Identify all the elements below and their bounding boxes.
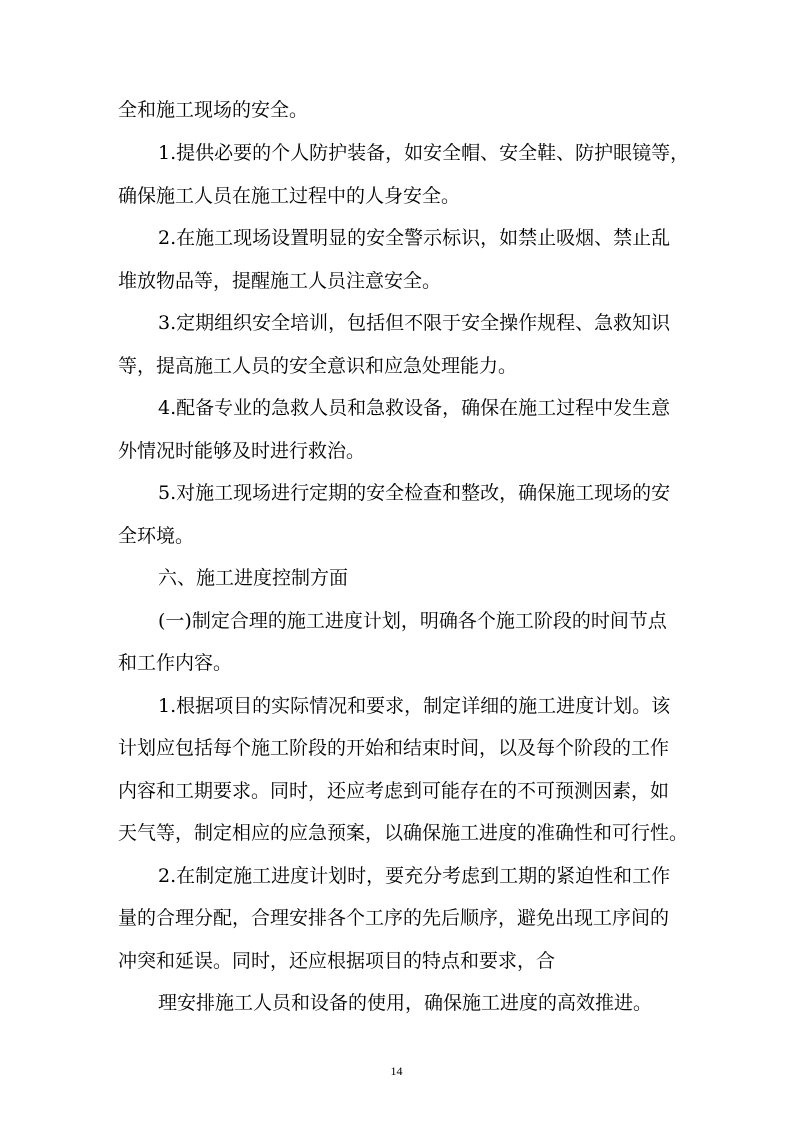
page-number: 14 [390, 1064, 403, 1078]
text-line: 量的合理分配，合理安排各个工序的先后顺序，避免出现工序间的 [118, 907, 670, 929]
text-line: 理安排施工人员和设备的使用，确保施工进度的高效推进。 [158, 992, 653, 1014]
text-line: 全环境。 [118, 525, 195, 547]
text-line: 堆放物品等，提醒施工人员注意安全。 [118, 270, 442, 292]
text-line: 和工作内容。 [118, 652, 233, 674]
text-line: (一)制定合理的施工进度计划，明确各个施工阶段的时间节点 [158, 610, 667, 632]
text-line: 确保施工人员在施工过程中的人身安全。 [118, 185, 461, 207]
text-line: 冲突和延误。同时，还应根据项目的特点和要求，合 [118, 950, 556, 972]
text-line: 1.根据项目的实际情况和要求，制定详细的施工进度计划。该 [158, 695, 671, 717]
text-line: 计划应包括每个施工阶段的开始和结束时间，以及每个阶段的工作 [118, 737, 670, 759]
text-line: 等，提高施工人员的安全意识和应急处理能力。 [118, 355, 518, 377]
text-line: 天气等，制定相应的应急预案，以确保施工进度的准确性和可行性。 [118, 822, 689, 844]
text-line: 2.在制定施工进度计划时，要充分考虑到工期的紧迫性和工作 [158, 865, 671, 887]
text-line: 内容和工期要求。同时，还应考虑到可能存在的不可预测因素，如 [118, 780, 670, 802]
text-line: 1.提供必要的个人防护装备，如安全帽、安全鞋、防护眼镜等， [158, 142, 690, 164]
text-line: 全和施工现场的安全。 [118, 99, 309, 121]
text-line: 2.在施工现场设置明显的安全警示标识，如禁止吸烟、禁止乱 [158, 227, 671, 249]
text-line: 4.配备专业的急救人员和急救设备，确保在施工过程中发生意 [158, 397, 671, 419]
text-line: 5.对施工现场进行定期的安全检查和整改，确保施工现场的安 [158, 482, 671, 504]
section-heading: 六、施工进度控制方面 [158, 567, 349, 589]
text-line: 3.定期组织安全培训，包括但不限于安全操作规程、急救知识 [158, 312, 671, 334]
text-line: 外情况时能够及时进行救治。 [118, 440, 366, 462]
